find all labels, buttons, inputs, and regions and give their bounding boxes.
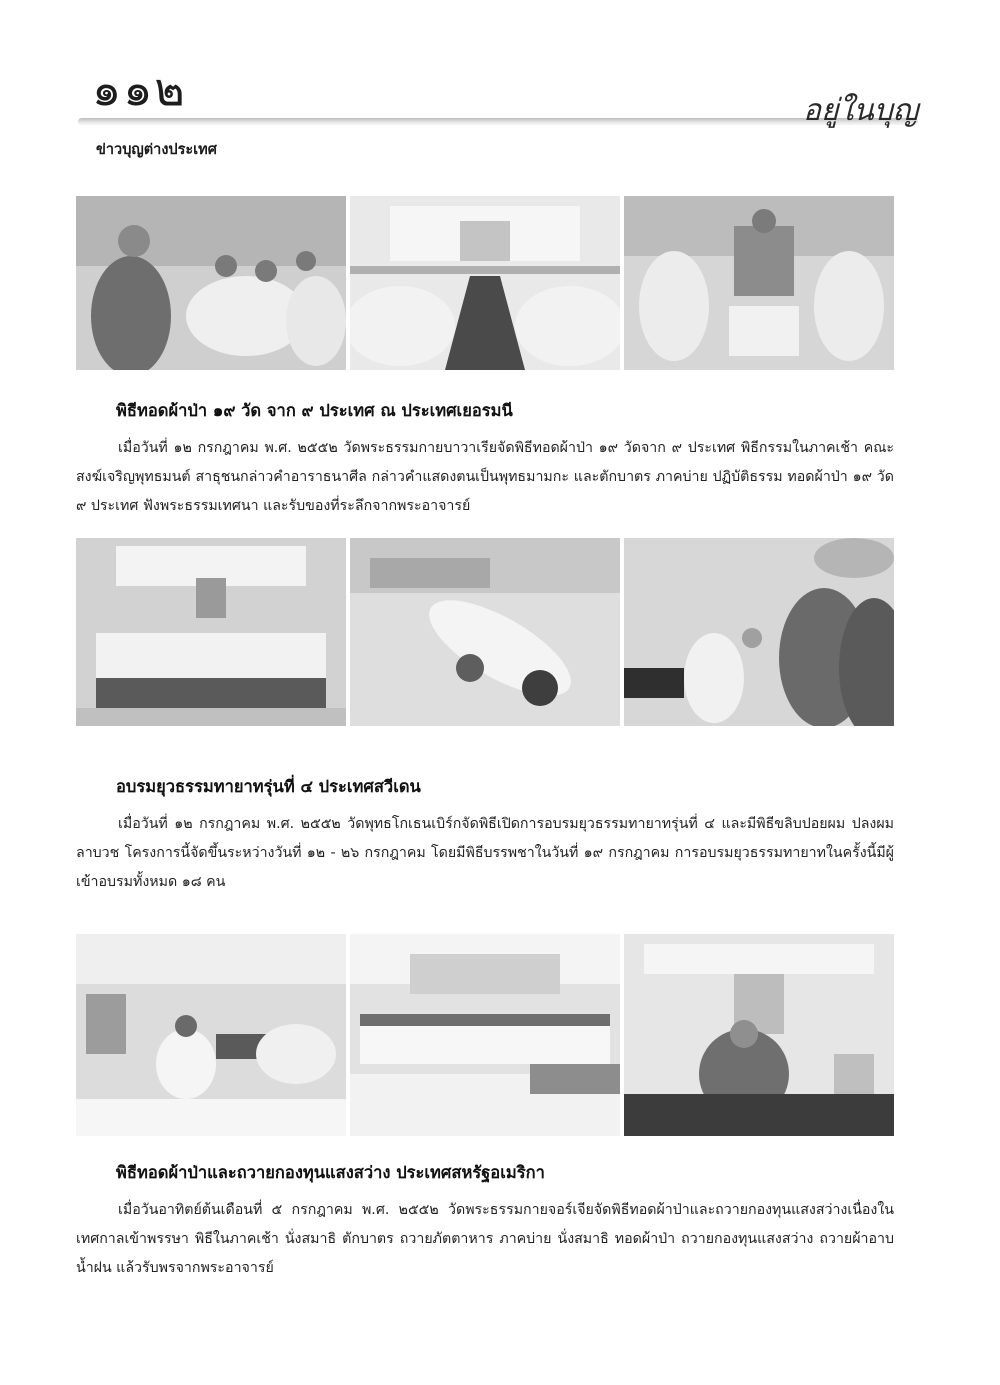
- photo-hall-seated-meditation: [76, 934, 346, 1136]
- photo-large-group-seated-hall: [350, 934, 620, 1136]
- photo-row-3: [76, 934, 894, 1136]
- article-title: อบรมยุวธรรมทายาทรุ่นที่ ๔ ประเทศสวีเดน: [116, 777, 421, 796]
- section-label: ข่าวบุญต่างประเทศ: [96, 142, 217, 158]
- article-body: เมื่อวันที่ ๑๒ กรกฎาคม พ.ศ. ๒๕๕๒ วัดพระธรรมกายบาวาเรียจัดพิธีทอดผ้าป่า ๑๙ วัดจาก ๙ ประเทศ พิธีกรรมในภาคเช้า คณะสงฆ์เจริญพุทธมนต์ สาธุชนกล่าวคำอาราธนาศีล กล่าวคำแสดงตนเป็นพุทธมามกะ และตักบาตร ภาคบ่าย ปฏิบัติธรรม ทอดผ้าป่า ๑๙ วัด ๙ ประเทศ ฟังพระธรรมเทศนา และรับของที่ระลึกจากพระอาจารย์: [76, 440, 894, 514]
- photo-row-1: [76, 196, 894, 370]
- header-rule: [78, 118, 918, 125]
- article-title: พิธีทอดผ้าป่า ๑๙ วัด จาก ๙ ประเทศ ณ ประเทศเยอรมนี: [116, 401, 513, 420]
- photo-offering-tray-ceremony: [624, 196, 894, 370]
- article-sweden: [76, 774, 894, 897]
- photo-monk-seated-altar: [624, 934, 894, 1136]
- photo-monk-blessing-children: [76, 196, 346, 370]
- photo-monk-ceremony-novice: [624, 538, 894, 726]
- article-germany: [76, 398, 894, 521]
- article-body: เมื่อวันที่ ๑๒ กรกฎาคม พ.ศ. ๒๕๕๒ วัดพุทธโกเธนเบิร์กจัดพิธีเปิดการอบรมยุวธรรมทายาทรุ่นที่ ๔ และมีพิธีขลิบปอยผม ปลงผม ลาบวช โครงการนี้จัดขึ้นระหว่างวันที่ ๑๒ - ๒๖ กรกฎาคม โดยมีพิธีบรรพชาในวันที่ ๑๙ กรกฎาคม การอบรมยุวธรรมทายาทในครั้งนี้มีผู้เข้าอบรมทั้งหมด ๑๘ คน: [76, 816, 894, 890]
- article-title: พิธีทอดผ้าป่าและถวายกองทุนแสงสว่าง ประเทศสหรัฐอเมริกา: [116, 1163, 545, 1182]
- photo-row-2: [76, 538, 894, 726]
- article-body: เมื่อวันอาทิตย์ต้นเดือนที่ ๕ กรกฎาคม พ.ศ. ๒๕๕๒ วัดพระธรรมกายจอร์เจียจัดพิธีทอดผ้าป่าและถวายกองทุนแสงสว่างเนื่องในเทศกาลเข้าพรรษา พิธีในภาคเช้า นั่งสมาธิ ตักบาตร ถวายภัตตาหาร ภาคบ่าย นั่งสมาธิ ทอดผ้าป่า ถวายกองทุนแสงสว่าง ถวายผ้าอาบน้ำฝน แล้วรับพรจากพระอาจารย์: [76, 1202, 894, 1276]
- photo-hall-stage-ceremony: [350, 196, 620, 370]
- magazine-logo: อยู่ในบุญ: [803, 93, 919, 128]
- photo-children-bowing-row: [350, 538, 620, 726]
- article-usa: [76, 1160, 894, 1283]
- photo-group-photo-children-banner: [76, 538, 346, 726]
- page-number: ๑๑๒: [92, 62, 187, 116]
- page-header: [0, 0, 1000, 170]
